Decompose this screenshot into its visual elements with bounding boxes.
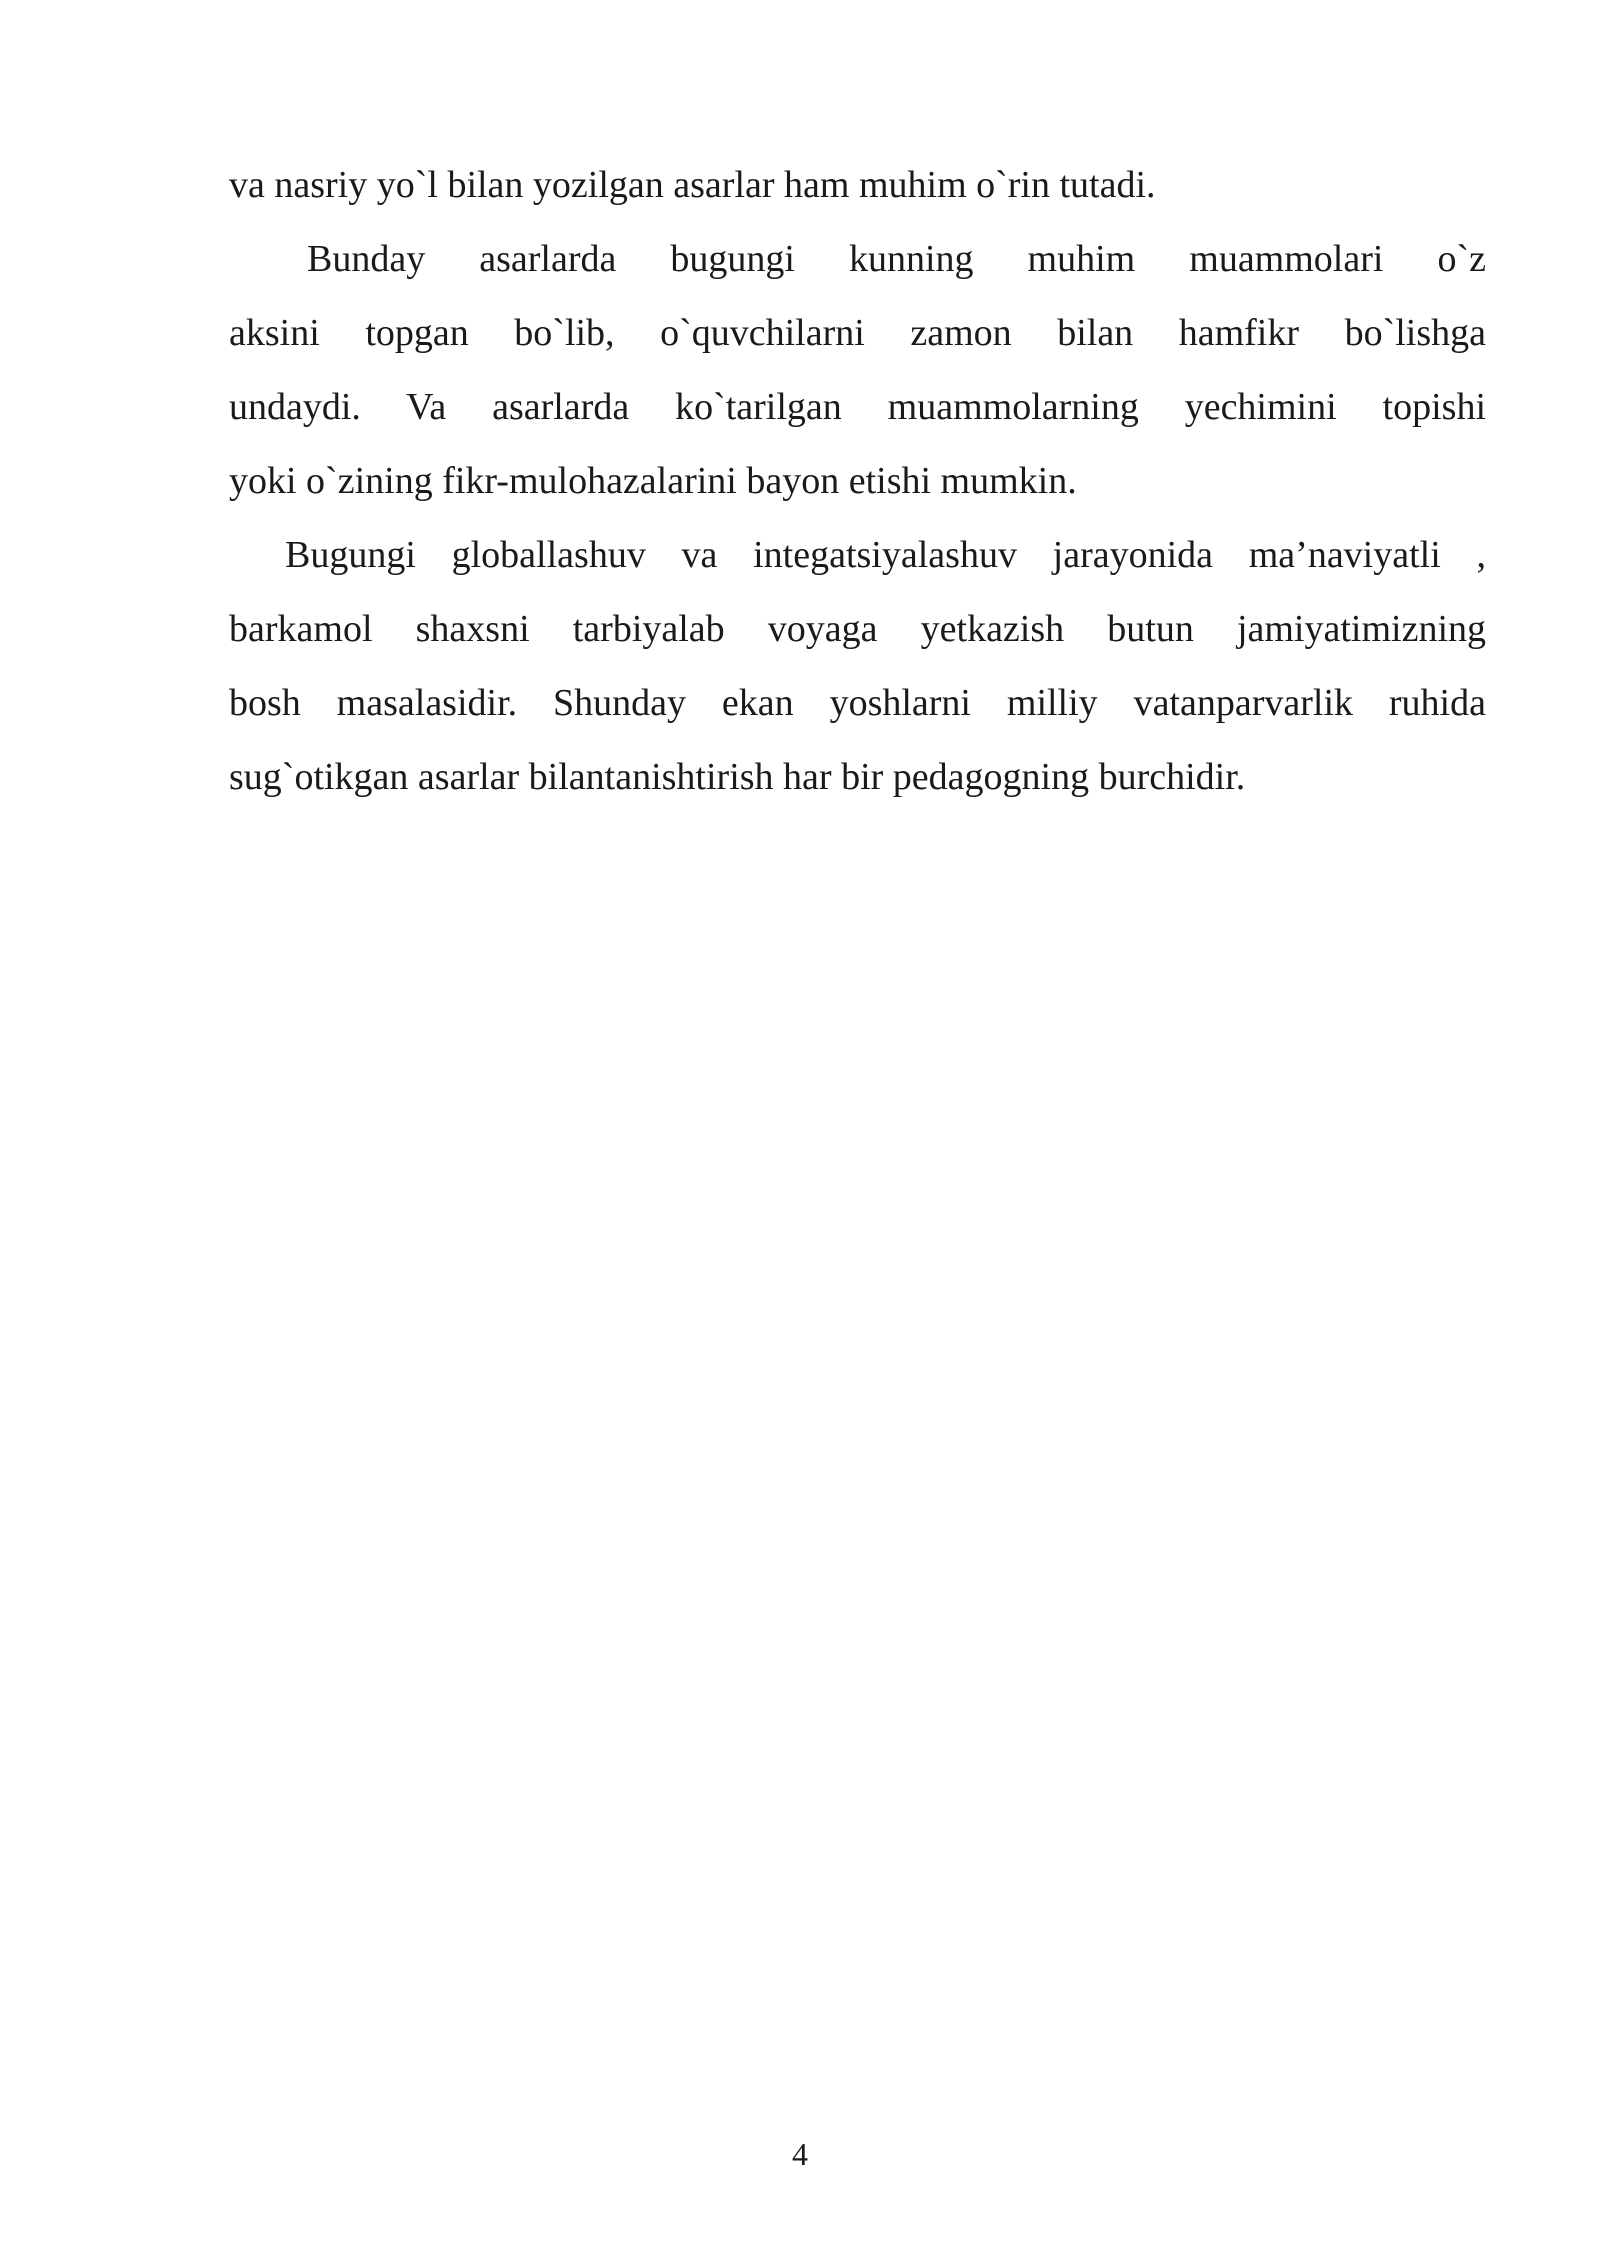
text-line-8: bosh masalasidir. Shunday ekan yoshlarni milliy vatanparvarlik ruhida [229, 682, 1486, 724]
text-line-9: sug`otikgan asarlar bilantanishtirish har bir pedagogning burchidir. [229, 756, 1246, 798]
text-line-4: undaydi. Va asarlarda ko`tarilgan muammolarning yechimini topishi [229, 386, 1486, 428]
body-text [229, 148, 1486, 814]
text-line-5: yoki o`zining fikr-mulohazalarini bayon etishi mumkin. [229, 460, 1077, 502]
page-number: 4 [792, 2136, 808, 2172]
text-line-6: Bugungi globallashuv va integatsiyalashuv jarayonida ma’naviyatli , [285, 534, 1486, 576]
text-line-3: aksini topgan bo`lib, o`quvchilarni zamon bilan hamfikr bo`lishga [229, 312, 1486, 354]
text-line-7: barkamol shaxsni tarbiyalab voyaga yetkazish butun jamiyatimizning [229, 608, 1486, 650]
text-line-2: Bunday asarlarda bugungi kunning muhim muammolari o`z [307, 238, 1486, 280]
text-line-1: va nasriy yo`l bilan yozilgan asarlar ham muhim o`rin tutadi. [229, 164, 1156, 206]
